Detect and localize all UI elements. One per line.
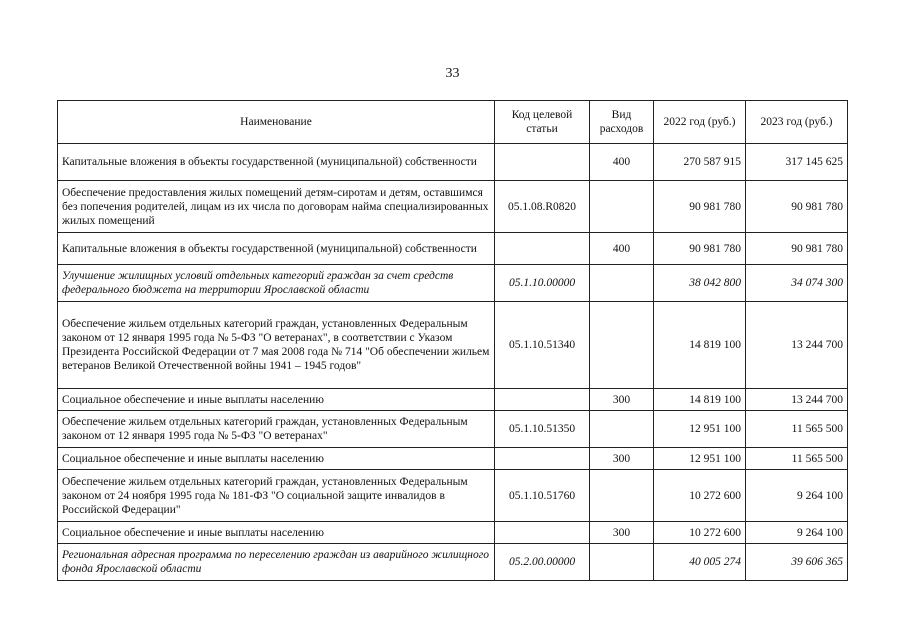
table-header-row <box>58 101 848 144</box>
table-row <box>58 233 848 265</box>
row-code-cell <box>495 144 590 181</box>
row-code-cell <box>495 522 590 544</box>
row-expense-type-cell: 300 <box>590 448 654 470</box>
header-2023: 2023 год (руб.) <box>746 101 848 144</box>
row-2022-cell: 40 005 274 <box>654 544 746 581</box>
row-2022-cell: 12 951 100 <box>654 448 746 470</box>
table-row <box>58 522 848 544</box>
row-2022-cell: 270 587 915 <box>654 144 746 181</box>
row-code-cell <box>495 233 590 265</box>
table-row <box>58 411 848 448</box>
row-2023-cell: 13 244 700 <box>746 302 848 389</box>
row-2022-cell: 14 819 100 <box>654 302 746 389</box>
page-number: 33 <box>445 66 460 81</box>
row-code-cell: 05.1.10.51340 <box>495 302 590 389</box>
header-code: Код целевой статьи <box>495 101 590 144</box>
table-row <box>58 302 848 389</box>
row-name-cell: Социальное обеспечение и иные выплаты населению <box>58 389 495 411</box>
row-code-cell: 05.1.08.R0820 <box>495 181 590 233</box>
row-2023-cell: 13 244 700 <box>746 389 848 411</box>
row-code-cell: 05.1.10.00000 <box>495 265 590 302</box>
row-2022-cell: 10 272 600 <box>654 522 746 544</box>
row-expense-type-cell: 300 <box>590 389 654 411</box>
row-expense-type-cell <box>590 470 654 522</box>
row-code-cell <box>495 389 590 411</box>
row-name-cell: Социальное обеспечение и иные выплаты населению <box>58 448 495 470</box>
table-row <box>58 265 848 302</box>
row-name-cell: Обеспечение жильем отдельных категорий граждан, установленных Федеральным законом от 12 января 1995 года № 5-ФЗ "О ветеранах" <box>58 411 495 448</box>
budget-table <box>57 100 848 581</box>
row-expense-type-cell: 300 <box>590 522 654 544</box>
row-code-cell: 05.1.10.51350 <box>495 411 590 448</box>
row-code-cell: 05.1.10.51760 <box>495 470 590 522</box>
row-expense-type-cell: 400 <box>590 144 654 181</box>
row-2023-cell: 39 606 365 <box>746 544 848 581</box>
row-code-cell <box>495 448 590 470</box>
row-2023-cell: 9 264 100 <box>746 470 848 522</box>
row-2022-cell: 90 981 780 <box>654 233 746 265</box>
table-row <box>58 181 848 233</box>
row-2022-cell: 10 272 600 <box>654 470 746 522</box>
row-2022-cell: 38 042 800 <box>654 265 746 302</box>
row-name-cell: Обеспечение жильем отдельных категорий граждан, установленных Федеральным законом от 24 ноября 1995 года № 181-ФЗ "О социальной защите инвалидов в Российской Федерации" <box>58 470 495 522</box>
row-name-cell: Капитальные вложения в объекты государственной (муниципальной) собственности <box>58 233 495 265</box>
row-2023-cell: 90 981 780 <box>746 181 848 233</box>
table-body <box>58 144 848 581</box>
row-expense-type-cell <box>590 411 654 448</box>
row-name-cell: Капитальные вложения в объекты государственной (муниципальной) собственности <box>58 144 495 181</box>
row-2023-cell: 11 565 500 <box>746 448 848 470</box>
row-2022-cell: 90 981 780 <box>654 181 746 233</box>
row-expense-type-cell: 400 <box>590 233 654 265</box>
row-expense-type-cell <box>590 265 654 302</box>
row-expense-type-cell <box>590 181 654 233</box>
row-2022-cell: 14 819 100 <box>654 389 746 411</box>
row-2023-cell: 11 565 500 <box>746 411 848 448</box>
table-row <box>58 144 848 181</box>
row-code-cell: 05.2.00.00000 <box>495 544 590 581</box>
row-2022-cell: 12 951 100 <box>654 411 746 448</box>
header-expense-type: Вид расходов <box>590 101 654 144</box>
row-expense-type-cell <box>590 544 654 581</box>
row-name-cell: Социальное обеспечение и иные выплаты населению <box>58 522 495 544</box>
row-name-cell: Региональная адресная программа по переселению граждан из аварийного жилищного фонда Ярославской области <box>58 544 495 581</box>
row-2023-cell: 90 981 780 <box>746 233 848 265</box>
table-row <box>58 470 848 522</box>
row-2023-cell: 317 145 625 <box>746 144 848 181</box>
header-name: Наименование <box>58 101 495 144</box>
row-2023-cell: 34 074 300 <box>746 265 848 302</box>
row-name-cell: Обеспечение предоставления жилых помещений детям-сиротам и детям, оставшимся без попечения родителей, лицам из их числа по договорам найма специализированных жилых помещений <box>58 181 495 233</box>
row-name-cell: Обеспечение жильем отдельных категорий граждан, установленных Федеральным законом от 12 января 1995 года № 5-ФЗ "О ветеранах", в соответствии с Указом Президента Российской Федерации от 7 мая 2008 года № 714 "Об обеспечении жильем ветеранов Великой Отечественной войны 1941 – 1945 годов" <box>58 302 495 389</box>
table-row <box>58 448 848 470</box>
row-name-cell: Улучшение жилищных условий отдельных категорий граждан за счет средств федерального бюджета на территории Ярославской области <box>58 265 495 302</box>
table-row <box>58 389 848 411</box>
row-2023-cell: 9 264 100 <box>746 522 848 544</box>
row-expense-type-cell <box>590 302 654 389</box>
table-row <box>58 544 848 581</box>
header-2022: 2022 год (руб.) <box>654 101 746 144</box>
